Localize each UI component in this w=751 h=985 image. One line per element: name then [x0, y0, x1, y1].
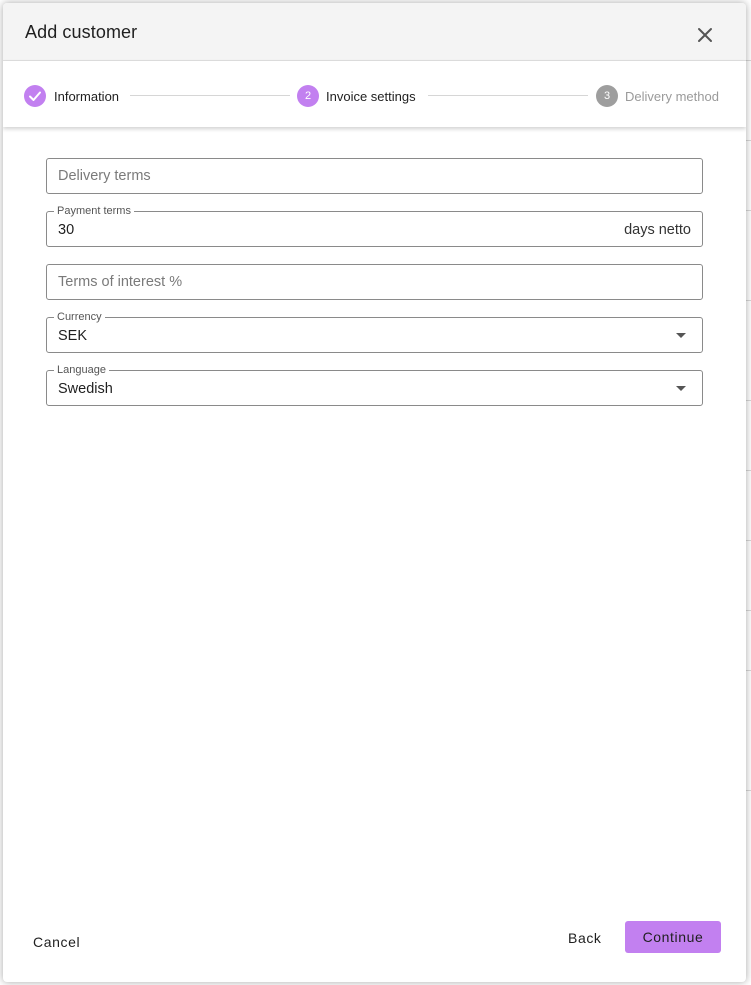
step-connector: [428, 95, 588, 96]
payment-terms-label: Payment terms: [54, 204, 134, 218]
add-customer-dialog: [3, 3, 746, 982]
currency-label: Currency: [54, 310, 105, 324]
chevron-down-icon: [676, 333, 686, 338]
payment-terms-suffix: days netto: [624, 222, 691, 238]
terms-of-interest-field[interactable]: [46, 264, 703, 300]
stepper: [3, 61, 746, 127]
delivery-terms-field[interactable]: [46, 158, 703, 194]
step-label-invoice-settings[interactable]: Invoice settings: [326, 89, 416, 104]
chevron-down-icon: [676, 386, 686, 391]
back-button[interactable]: Back: [568, 930, 602, 946]
language-value: Swedish: [58, 381, 113, 397]
step-number-circle: 2: [297, 85, 319, 107]
terms-of-interest-placeholder: Terms of interest %: [58, 274, 183, 290]
language-label: Language: [54, 363, 109, 377]
close-button[interactable]: [695, 25, 715, 45]
currency-select[interactable]: [46, 311, 703, 353]
step-label-information[interactable]: Information: [54, 89, 120, 104]
payment-terms-field[interactable]: [46, 205, 703, 247]
dialog-title: Add customer: [25, 22, 138, 42]
step-label-delivery-method[interactable]: Delivery method: [625, 89, 719, 104]
delivery-terms-placeholder: Delivery terms: [58, 168, 151, 184]
step-connector: [130, 95, 290, 96]
cancel-button[interactable]: Cancel: [33, 934, 81, 950]
continue-button[interactable]: Continue: [625, 921, 721, 953]
language-select[interactable]: [46, 364, 703, 406]
currency-value: SEK: [58, 328, 88, 344]
check-icon: [24, 85, 46, 107]
dialog-header: [3, 3, 746, 61]
payment-terms-value: 30: [58, 222, 75, 238]
close-icon: [695, 25, 715, 45]
step-number-circle: 3: [596, 85, 618, 107]
step-done-circle: [24, 85, 46, 107]
